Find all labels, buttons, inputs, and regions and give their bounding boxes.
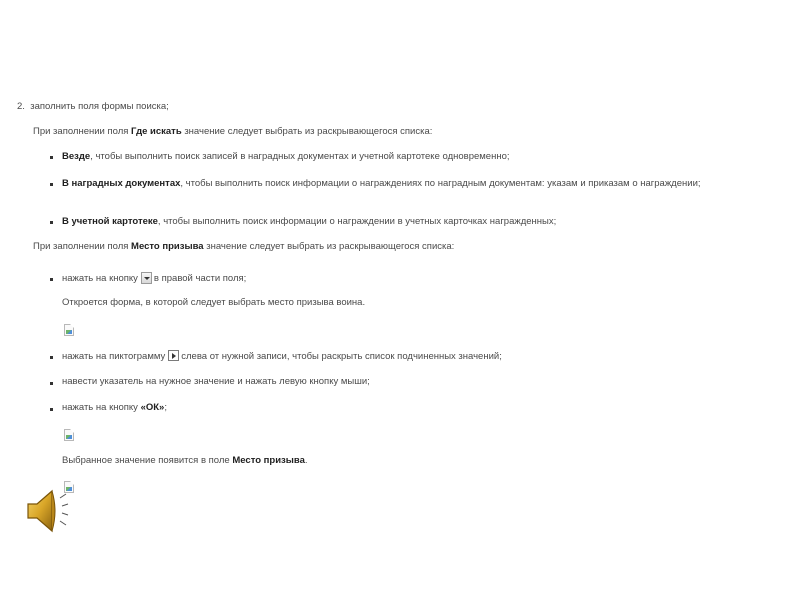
speaker-icon[interactable]	[22, 488, 76, 534]
list-item-award-documents	[62, 178, 787, 190]
step-text: нажать на кнопку	[62, 273, 138, 284]
list-item-card-index	[62, 216, 556, 228]
step-text: заполнить поля формы поиска;	[30, 101, 169, 112]
result-note	[62, 455, 308, 467]
expand-triangle-icon	[168, 350, 179, 361]
step-text: в правой части поля;	[153, 273, 247, 284]
bullet	[50, 278, 53, 281]
list-item-press-icon	[62, 350, 502, 363]
list-item-press-ok	[62, 402, 167, 414]
step-text: слева от нужной записи, чтобы раскрыть список подчиненных значений;	[181, 351, 502, 362]
field-name-place-conscription: Место призыва	[131, 241, 204, 252]
broken-image-icon	[64, 429, 74, 441]
bullet	[50, 221, 53, 224]
option-term: В наградных документах	[62, 178, 181, 189]
note-text: .	[304, 455, 308, 466]
step-text: нажать на пиктограмму	[62, 351, 166, 362]
intro-text-after: значение следует выбрать из раскрывающегося списка:	[184, 126, 433, 137]
list-item-hover-click	[62, 376, 370, 388]
bullet	[50, 382, 53, 385]
broken-image-icon	[64, 324, 74, 336]
step-text: навести указатель на нужное значение и нажать левую кнопку мыши;	[62, 376, 370, 387]
form-opens-note	[62, 297, 365, 309]
intro-text: При заполнении поля	[33, 241, 129, 252]
note-text: Откроется форма, в которой следует выбрать место призыва воина.	[62, 297, 366, 308]
where-search-intro	[33, 126, 432, 138]
option-desc: , чтобы выполнить поиск записей в наградных документах и учетной картотеке одновременно;	[90, 151, 510, 162]
step-number: 2.	[17, 101, 25, 112]
list-item-everywhere	[62, 151, 510, 163]
option-term: Везде	[62, 151, 91, 162]
bullet	[50, 156, 53, 159]
option-desc: , чтобы выполнить поиск информации о награждении в учетных карточках награжденных;	[157, 216, 557, 227]
dropdown-button-icon	[141, 272, 152, 284]
field-name-where-search: Где искать	[131, 126, 182, 137]
step-text: нажать на кнопку	[62, 402, 138, 413]
note-text: Выбранное значение появится в поле	[62, 455, 230, 466]
option-term: В учетной картотеке	[62, 216, 158, 227]
bullet	[50, 408, 53, 411]
intro-text: При заполнении поля	[33, 126, 129, 137]
place-conscription-intro	[33, 241, 454, 253]
option-desc: , чтобы выполнить поиск информации о награждениях по наградным документам: указам и приказам о награждении;	[180, 178, 701, 189]
result-field-name: Место призыва	[232, 455, 305, 466]
intro-text-after: значение следует выбрать из раскрывающегося списка:	[206, 241, 455, 252]
ok-label: «ОК»	[140, 402, 165, 413]
bullet	[50, 356, 53, 359]
list-item-press-button	[62, 272, 246, 285]
bullet	[50, 183, 53, 186]
step-2-heading	[17, 101, 169, 113]
step-text: ;	[164, 402, 167, 413]
